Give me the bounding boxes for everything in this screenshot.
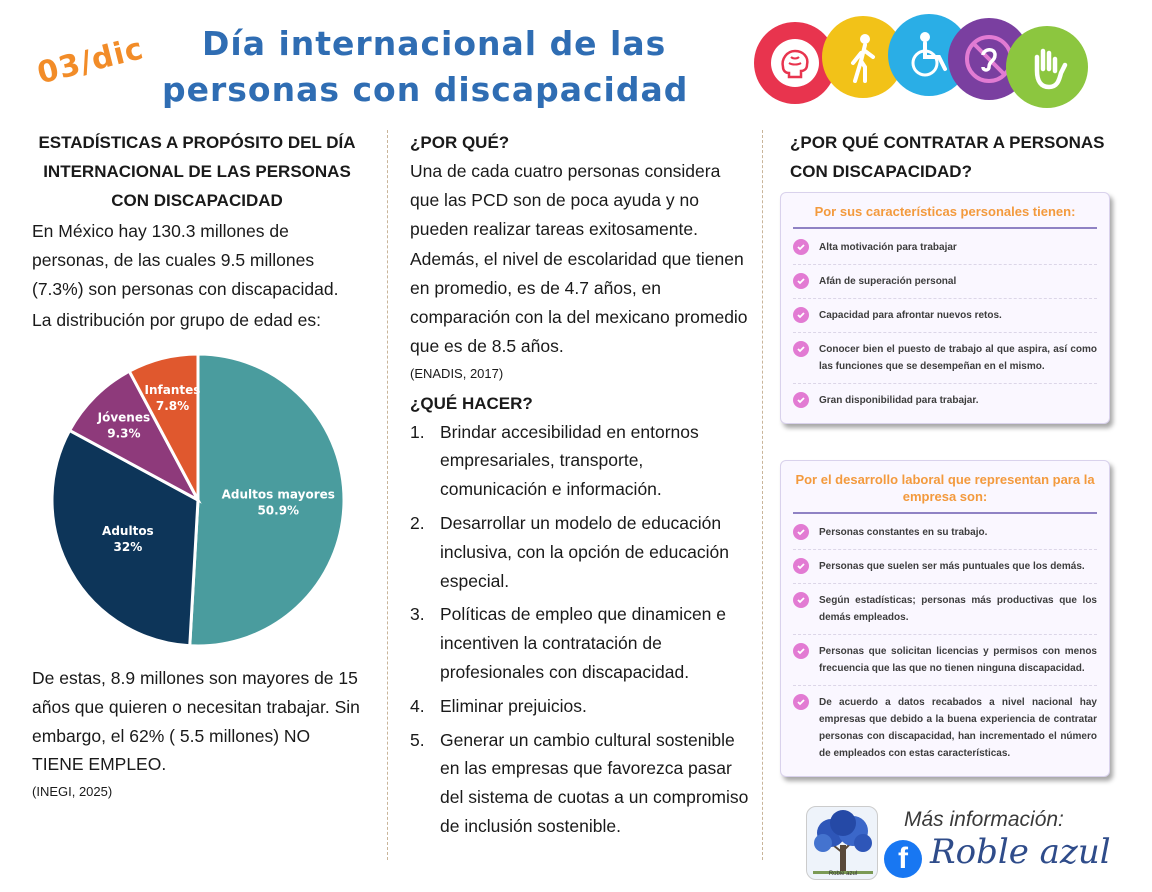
card-row (793, 384, 1097, 417)
checkmark-icon (793, 273, 809, 289)
list-item (410, 418, 750, 504)
checkmark-icon (793, 694, 809, 710)
pie-svg (48, 352, 348, 648)
list-item (410, 692, 750, 721)
card-row-text: Conocer bien el puesto de trabajo al que aspira, así como las funciones que se desempeñan en el mismo. (819, 344, 1097, 372)
inegi-source: (INEGI, 2025) (32, 784, 113, 800)
pie-label-value: 50.9% (257, 503, 300, 518)
checkmark-icon (793, 592, 809, 608)
card-rows (793, 231, 1097, 417)
why-paragraph-2: Además, el nivel de escolaridad que tienen en promedio, es de 4.7 años, en comparación con la del mexicano promedio que es de 8.5 años. (410, 249, 748, 356)
employment-block (32, 664, 362, 803)
roble-azul-link[interactable]: Roble azul (930, 832, 1111, 872)
title-line-2: personas con discapacidad (162, 70, 689, 109)
facebook-icon[interactable]: f (884, 840, 922, 878)
checkmark-icon (793, 558, 809, 574)
card-row-text: Personas constantes en su trabajo. (819, 527, 988, 538)
list-item (410, 726, 750, 841)
statistics-column (32, 128, 362, 335)
why-paragraph-1: Una de cada cuatro personas considera que las PCD son de poca ayuda y no pueden realizar tareas exitosamente. (410, 161, 721, 239)
footer (806, 806, 1126, 890)
card-row-text: De acuerdo a datos recabados a nivel nacional hay empresas que debido a la buena experiencia de contratar personas con discapacidad, han incrementado el número de empleados con estas características. (819, 697, 1097, 759)
enadis-source: (ENADIS, 2017) (410, 365, 504, 381)
why-title: ¿POR QUÉ? (410, 133, 510, 152)
what-to-do-title: ¿QUÉ HACER? (410, 393, 533, 413)
checkmark-icon (793, 643, 809, 659)
pie-label-value: 7.8% (155, 399, 190, 414)
checkmark-icon (793, 239, 809, 255)
card-header: Por el desarrollo laboral que representan para la empresa son: (793, 471, 1097, 514)
card-row-text: Personas que suelen ser más puntuales que los demás. (819, 561, 1085, 572)
list-text: Generar un cambio cultural sostenible en las empresas que favorezca pasar del sistema de cuotas a un compromiso de inclusión sostenible. (440, 729, 749, 836)
card-row (793, 635, 1097, 686)
card-row (793, 333, 1097, 384)
title-line-1: Día internacional de las (202, 24, 667, 63)
date-label: 03/dic (33, 31, 148, 92)
list-text: Políticas de empleo que dinamicen e incentiven la contratación de profesionales con discapacidad. (440, 604, 727, 682)
card-row (793, 299, 1097, 333)
pie-label-name: Jóvenes (97, 410, 151, 425)
list-number: 4. (410, 695, 425, 716)
list-item (410, 509, 750, 595)
card-row (793, 265, 1097, 299)
card-row (793, 686, 1097, 770)
card-row-text: Gran disponibilidad para trabajar. (819, 395, 979, 406)
column-divider-2 (762, 130, 763, 860)
age-distribution-pie-chart (48, 352, 348, 648)
hand-icon (1006, 26, 1088, 108)
logo-caption: Roble azul (828, 871, 858, 877)
why-hire-column (790, 128, 1120, 186)
pie-label-value: 32% (113, 540, 143, 555)
tree-icon (807, 807, 878, 880)
card-header: Por sus características personales tienen: (793, 203, 1097, 229)
list-number: 5. (410, 729, 425, 750)
pie-label-name: Infantes (144, 383, 201, 398)
work-development-card (780, 460, 1110, 777)
column-divider-1 (387, 130, 388, 860)
card-rows (793, 516, 1097, 770)
card-row (793, 516, 1097, 550)
pie-label-name: Adultos mayores (221, 487, 335, 502)
pie-label-value: 9.3% (107, 426, 141, 441)
card-row (793, 550, 1097, 584)
checkmark-icon (793, 524, 809, 540)
card-row (793, 231, 1097, 265)
population-paragraph: En México hay 130.3 millones de personas, de las cuales 9.5 millones (7.3%) son personas con discapacidad. (32, 221, 339, 299)
card-row-text: Capacidad para afrontar nuevos retos. (819, 310, 1002, 321)
list-number: 1. (410, 421, 425, 442)
more-info-label: Más información: (904, 808, 1064, 831)
why-hire-title: ¿POR QUÉ CONTRATAR A PERSONAS CON DISCAPACIDAD? (790, 133, 1105, 181)
checkmark-icon (793, 307, 809, 323)
list-text: Brindar accesibilidad en entornos empresariales, transporte, comunicación e información. (440, 421, 699, 500)
pie-label-name: Adultos (102, 524, 154, 539)
disability-icons (752, 14, 1092, 114)
employment-paragraph: De estas, 8.9 millones son mayores de 15 años que quieren o necesitan trabajar. Sin embargo, el 62% ( 5.5 millones) NO TIENE EMPLEO. (32, 668, 360, 775)
list-number: 3. (410, 604, 425, 625)
distribution-paragraph: La distribución por grupo de edad es: (32, 310, 321, 331)
action-list (410, 418, 750, 841)
list-text: Desarrollar un modelo de educación inclusiva, con la opción de educación especial. (440, 512, 729, 591)
list-item (410, 600, 750, 686)
list-number: 2. (410, 512, 425, 533)
personal-traits-card (780, 192, 1110, 424)
list-text: Eliminar prejuicios. (440, 695, 587, 716)
card-row-text: Según estadísticas; personas más productivas que los demás empleados. (819, 595, 1097, 623)
card-row-text: Personas que solicitan licencias y permisos con menos frecuencia que las que no tienen ninguna discapacidad. (819, 646, 1097, 674)
checkmark-icon (793, 392, 809, 408)
roble-azul-logo (806, 806, 878, 880)
card-row-text: Afán de superación personal (819, 276, 957, 287)
card-row-text: Alta motivación para trabajar (819, 242, 957, 253)
checkmark-icon (793, 341, 809, 357)
statistics-title: ESTADÍSTICAS A PROPÓSITO DEL DÍA INTERNACIONAL DE LAS PERSONAS CON DISCAPACIDAD (38, 133, 356, 210)
card-row (793, 584, 1097, 635)
why-column (410, 128, 750, 846)
